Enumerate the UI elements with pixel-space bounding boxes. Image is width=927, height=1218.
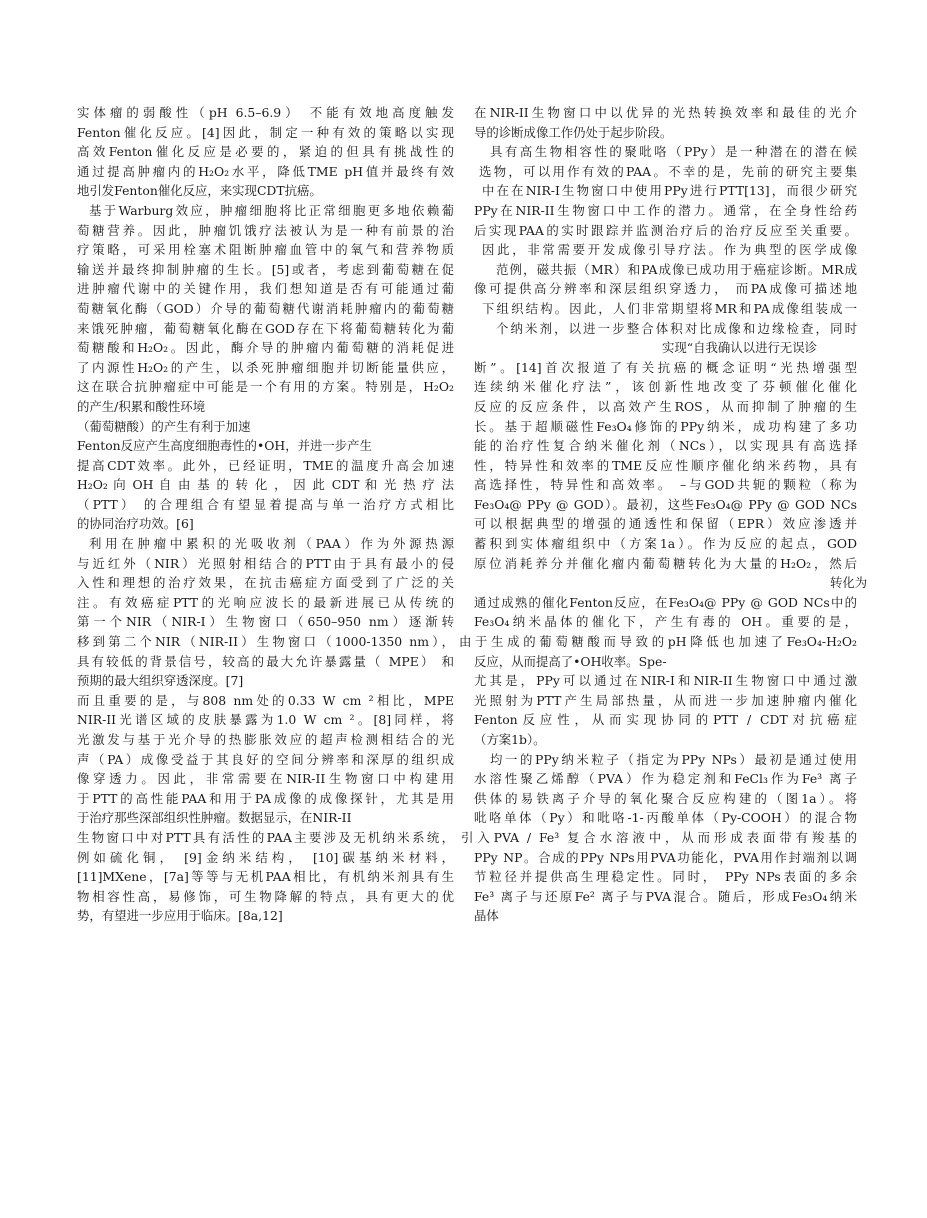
text-line: Fe³ 离子与还原Fe² 离子与PVA混合。随后，形成Fe₃O₄纳米 — [474, 888, 857, 904]
text-line: 供体的易铁离子介导的氧化聚合反应构建的（图1a）。将 — [474, 790, 857, 806]
text-line: 预期的最大组织穿透深度。[7] — [77, 673, 244, 689]
text-line: Fe₃O₄@ PPy @ GOD）。最初，这些Fe₃O₄@ PPy @ GOD NCs — [474, 496, 857, 512]
text-line: 声（PA）成像受益于其良好的空间分辨率和深厚的组织成 — [77, 751, 454, 767]
text-line: 在NIR-II生物窗口中以优异的光热转换效率和最佳的光介 — [474, 105, 857, 120]
text-line: 利用在肿瘤中累积的光吸收剂（PAA）作为外源热源 — [89, 536, 454, 552]
text-line: PPy NP。合成的PPy NPs用PVA功能化，PVA用作封端剂以调 — [474, 849, 857, 865]
text-line: 第一个NIR（NIR-I）生物窗口（650–950 nm）逐渐转 — [77, 614, 454, 630]
text-line: 性，特异性和效率的TME反应性顺序催化纳米药物，具有 — [474, 457, 857, 473]
text-line: 光照射为PTT产生局部热量，从而进一步加速肿瘤内催化 — [474, 692, 857, 708]
text-line: 转化为 — [830, 575, 868, 591]
text-line: （葡萄糖酸）的产生有利于加速 — [77, 418, 251, 434]
text-line: 萄糖营养。因此，肿瘤饥饿疗法被认为是一种有前景的治 — [77, 222, 454, 238]
text-line: 疗策略，可采用栓塞术阻断肿瘤血管中的氧气和营养物质 — [77, 242, 454, 258]
text-line: 个纳米剂，以进一步整合体积对比成像和边缘检查，同时 — [496, 320, 857, 336]
text-line: 可以根据典型的增强的通透性和保留（EPR）效应渗透并 — [474, 516, 857, 532]
text-line: 入性和理想的治疗效果，在抗击癌症方面受到了广泛的关 — [77, 575, 454, 591]
left-text-column — [77, 103, 454, 926]
text-line: 连续纳米催化疗法”，该创新性地改变了芬顿催化催化 — [474, 379, 857, 395]
text-line: 于治疗那些深部组织性肿瘤。数据显示，在NIR-II — [77, 810, 352, 826]
text-line: 像穿透力。因此，非常需要在NIR-II生物窗口中构建用 — [77, 771, 454, 787]
text-line: 具有高生物相容性的聚吡咯（PPy）是一种潜在的潜在候 — [490, 144, 857, 160]
text-line: 选物，可以用作有效的PAA。不幸的是，先前的研究主要集 — [479, 163, 857, 179]
text-line: 断”。[14]首次报道了有关抗癌的概念证明“光热增强型 — [474, 359, 857, 375]
text-line: 长。基于超顺磁性Fe₃O₄修饰的PPy纳米，成功构建了多功 — [474, 418, 857, 434]
text-line: 例如硫化铜， [9]金纳米结构， [10]碳基纳米材料， — [77, 849, 454, 865]
text-line: 生物窗口中对PTT具有活性的PAA主要涉及无机纳米系统， — [77, 829, 454, 845]
text-line: Fenton反应性，从而实现协同的PTT / CDT对抗癌症 — [474, 712, 857, 728]
text-line: 范例，磁共振（MR）和PA成像已成功用于癌症诊断。MR成 — [496, 261, 857, 277]
text-line: 节粒径并提供高生理稳定性。同时， PPy NPs表面的多余 — [474, 869, 857, 885]
text-line: 实现“自我确认以进行无误诊 — [662, 340, 818, 356]
text-line: 来饿死肿瘤，葡萄糖氧化酶在GOD存在下将葡萄糖转化为葡 — [77, 320, 454, 336]
text-line: （方案1b）。 — [474, 732, 546, 747]
text-line: 能的治疗性复合纳米催化剂（NCs），以实现具有高选择 — [474, 438, 857, 454]
text-line: 后实现PAA的实时跟踪并监测治疗后的治疗反应至关重要。 — [474, 222, 857, 238]
text-line: 与近红外（NIR）光照射相结合的PTT由于具有最小的侵 — [77, 555, 454, 571]
text-line: NIR-II光谱区域的皮肤暴露为1.0 W cm ²。[8]同样，将 — [77, 712, 454, 728]
text-line: 反应的反应条件，以高效产生ROS，从而抑制了肿瘤的生 — [474, 398, 857, 414]
text-line: 地引发Fenton催化反应，来实现CDT抗癌。 — [77, 183, 322, 199]
text-line: 实体瘤的弱酸性（pH 6.5–6.9） 不能有效地高度触发 — [77, 105, 454, 120]
text-line: 具有较低的背景信号，较高的最大允许暴露量（ MPE） 和 — [77, 653, 454, 669]
text-line: 高效Fenton催化反应是必要的，紧迫的但具有挑战性的 — [77, 144, 454, 160]
text-line: 物相容性高，易修饰，可生物降解的特点，具有更大的优 — [77, 888, 454, 904]
text-line: 吡咯单体（Py）和吡咯-1-丙酸单体（Py-COOH）的混合物 — [474, 810, 857, 826]
text-line: PPy在NIR-II生物窗口中工作的潜力。通常，在全身性给药 — [474, 202, 857, 218]
text-line: 由于生成的葡萄糖酸而导致的pH降低也加速了Fe₃O₄-H₂O₂ — [459, 634, 857, 650]
text-line: 晶体 — [474, 908, 499, 924]
text-line: 水溶性聚乙烯醇（PVA）作为稳定剂和FeCl₃作为Fe³ 离子 — [474, 771, 857, 787]
text-line: 萄糖酸和H₂O₂。因此，酶介导的肿瘤内葡萄糖的消耗促进 — [77, 340, 454, 356]
text-line: 于PTT的高性能PAA和用于PA成像的成像探针，尤其是用 — [77, 790, 454, 806]
text-line: 而且重要的是，与808 nm处的0.33 W cm ²相比，MPE — [77, 692, 454, 708]
text-line: 提高CDT效率。此外，已经证明，TME的温度升高会加速 — [77, 457, 454, 473]
text-line: 导的诊断成像工作仍处于起步阶段。 — [474, 124, 673, 140]
text-line: 势，有望进一步应用于临床。[8a,12] — [77, 908, 283, 924]
text-line: Fenton催化反应。[4]因此，制定一种有效的策略以实现 — [77, 124, 454, 140]
text-line: 进肿瘤代谢中的关键作用，我们想知道是否有可能通过葡 — [77, 281, 454, 297]
text-line: 反应，从而提高了•OH收率。Spe- — [474, 653, 667, 669]
text-line: 的产生/积累和酸性环境 — [77, 398, 206, 414]
text-line: 尤其是，PPy可以通过在NIR-I和NIR-II生物窗口中通过激 — [474, 673, 857, 689]
text-line: Fenton反应产生高度细胞毒性的•OH，并进一步产生 — [77, 438, 372, 454]
text-line: [11]MXene，[7a]等等与无机PAA相比，有机纳米剂具有生 — [77, 869, 454, 885]
text-line: 输送并最终抑制肿瘤的生长。[5]或者，考虑到葡萄糖在促 — [77, 261, 454, 277]
text-line: 的协同治疗功效。[6] — [77, 516, 194, 532]
text-line: H₂O₂ 向 OH 自 由 基 的 转 化 ， 因 此 CDT 和 光 热 疗 法 — [77, 477, 454, 493]
text-line: 因此，非常需要开发成像引导疗法。作为典型的医学成像 — [482, 242, 857, 258]
text-line: 了内源性H₂O₂的产生，以杀死肿瘤细胞并切断能量供应， — [77, 359, 454, 375]
text-line: 这在联合抗肿瘤症中可能是一个有用的方案。特别是，H₂O₂ — [77, 379, 454, 395]
text-line: 移到第二个NIR（NIR-II）生物窗口（1000-1350 nm）， — [77, 634, 454, 650]
text-line: 高选择性，特异性和高效率。 –与GOD共轭的颗粒（称为 — [474, 477, 857, 493]
right-text-column — [459, 103, 868, 926]
text-line: 引入PVA / Fe³ 复合水溶液中，从而形成表面带有羧基的 — [461, 829, 857, 845]
text-line: （PTT） 的合理组合有望显着提高与单一治疗方式相比 — [77, 496, 454, 512]
text-line: 通过提高肿瘤内的H₂O₂水平，降低TME pH值并最终有效 — [77, 163, 454, 179]
text-line: 蓄积到实体瘤组织中（方案1a）。作为反应的起点，GOD — [474, 536, 857, 552]
text-line: 光激发与基于光介导的热膨胀效应的超声检测相结合的光 — [77, 732, 454, 747]
text-line: 均一的PPy纳米粒子（指定为PPy NPs）最初是通过使用 — [490, 751, 857, 767]
text-line: 通过成熟的催化Fenton反应，在Fe₃O₄@ PPy @ GOD NCs中的 — [474, 594, 857, 610]
text-line: 注。有效癌症PTT的光响应波长的最新进展已从传统的 — [77, 594, 454, 610]
text-line: 基于Warburg效应，肿瘤细胞将比正常细胞更多地依赖葡 — [89, 202, 454, 218]
text-line: 中在在NIR-I生物窗口中使用PPy进行PTT[13]，而很少研究 — [482, 183, 857, 199]
text-line: 像可提供高分辨率和深层组织穿透力， 而PA成像可描述地 — [474, 281, 857, 297]
text-line: Fe₃O₄纳米晶体的催化下，产生有毒的 OH。重要的是， — [474, 614, 857, 630]
text-line: 原位消耗养分并催化瘤内葡萄糖转化为大量的H₂O₂，然后 — [474, 555, 857, 571]
text-line: 下组织结构。因此，人们非常期望将MR和PA成像组装成一 — [482, 300, 857, 316]
text-line: 萄糖氧化酶（GOD）介导的葡萄糖代谢消耗肿瘤内的葡萄糖 — [77, 300, 454, 316]
